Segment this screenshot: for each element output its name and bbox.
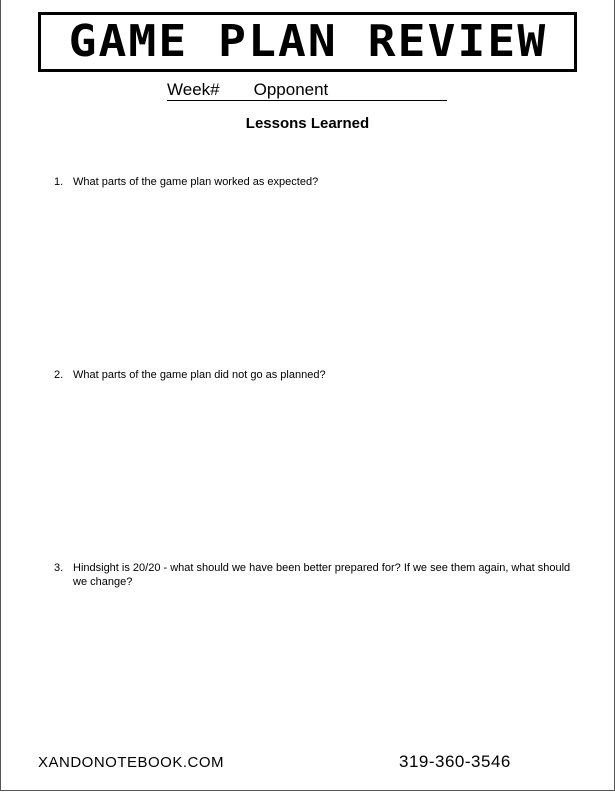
footer-website: XANDONOTEBOOK.COM xyxy=(38,754,225,771)
question-number: 1. xyxy=(54,176,64,188)
question-item xyxy=(54,175,574,189)
question-text: Hindsight is 20/20 - what should we have been better prepared for? If we see them again, what should we change? xyxy=(73,562,571,588)
question-text: What parts of the game plan did not go as planned? xyxy=(73,369,326,381)
title-box xyxy=(38,12,577,72)
question-item xyxy=(54,368,574,382)
section-heading: Lessons Learned xyxy=(245,115,370,132)
question-item xyxy=(54,561,574,589)
question-number: 2. xyxy=(54,369,64,381)
question-number: 3. xyxy=(54,562,64,574)
week-label: Week# xyxy=(167,80,220,99)
footer-phone: 319-360-3546 xyxy=(399,752,511,771)
question-text: What parts of the game plan worked as expected? xyxy=(73,176,319,188)
week-opponent-line xyxy=(167,80,447,101)
page-title: GAME PLAN REVIEW xyxy=(68,16,547,67)
opponent-label: Opponent xyxy=(253,80,329,99)
